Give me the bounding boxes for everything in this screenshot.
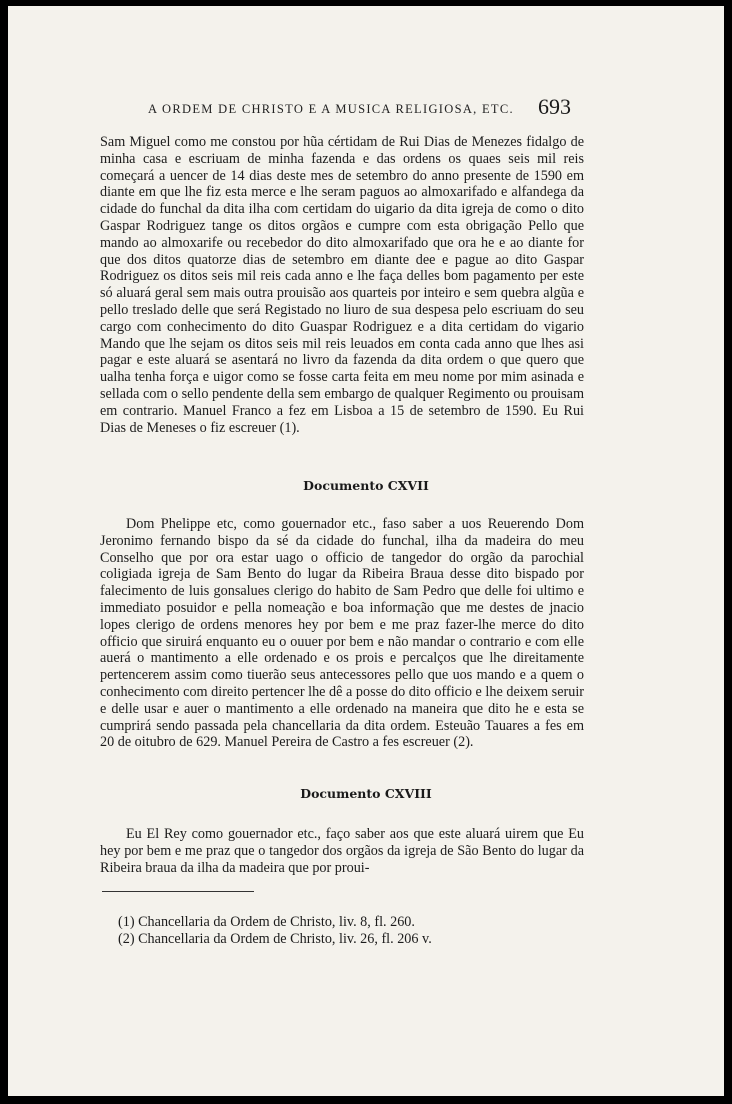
page [8,6,724,1096]
document-heading: Documento CXVIII [300,786,432,801]
footnote: (1) Chancellaria da Ordem de Christo, liv. 8, fl. 260. [118,914,415,930]
footnote-divider [102,891,254,892]
document-heading: Documento CXVII [303,478,429,493]
page-number: 693 [538,94,571,119]
paragraph: Eu El Rey como gouernador etc., faço saber aos que este aluará uirem que Eu hey por bem e me praz que o tangedor dos orgãos da igreja de São Bento do lugar da Ribeira braua da ilha da madeira que por proui- [100,826,584,876]
paragraph: Dom Phelippe etc, como gouernador etc., faso saber a uos Reuerendo Dom Jeronimo fernando bispo da sé da cidade do funchal, ilha da madeira do meu Conselho que por ora estar uago o officio de tangedor do orgão da parochial coligiada igreja de Sam Bento do lugar da Ribeira Braua desse dito bispado por falecimento de luis gonsalues clerigo do habito de Sam Pedro que delle foi ultimo e immediato posuidor e pella nomeação e boa informação que me destes de jnacio lopes clerigo de ordens menores hey por bem e me praz fazer-lhe merce do dito officio que siruirá enquanto eu o ouuer por bem e não mandar o contrario e com elle auerá o mantimento a elle ordenado e os prois e percalços que lhe direitamente pertencerem assim como tiuerão seus antecessores pello que uos mando e a quem o conhecimento com direito pertencer lhe dê a posse do dito officio e lhe deixem seruir e delle usar e auer o mantimento a elle ordenado na maneira que dito he e esta se cumprirá sendo passada pela chancellaria da dita ordem. Esteuão Tauares a fes em 20 de oitubro de 629. Manuel Pereira de Castro a fes escreuer (2). [100,516,584,751]
running-title: A ORDEM DE CHRISTO E A MUSICA RELIGIOSA, ETC. [148,102,514,116]
footnote: (2) Chancellaria da Ordem de Christo, liv. 26, fl. 206 v. [118,931,432,947]
footnotes [118,914,578,948]
paragraph: Sam Miguel como me constou por hũa cértidam de Rui Dias de Menezes fidalgo de minha casa e escriuam de minha fazenda e das ordens os quaes seis mil reis começará a uencer de 14 dias deste mes de setembro do anno presente de 1590 em diante em que lhe fiz esta merce e lhe seram paguos ao almoxarifado e alfandega da cidade do funchal da dita ilha com certidam do uigario da dita igreja de como o dito Gaspar Rodriguez tange os ditos orgãos e cumpre com esta obrigação Pello que mando ao almoxarife ou recebedor do dito almoxarifado que ora he e ao diante for que dos ditos quatorze dias de setembro em diante dee e pague ao dito Gaspar Rodriguez os ditos seis mil reis cada anno e lhe faça delles bom pagamento per este só aluará geral sem mais outra prouisão aos quarteis por inteiro e sem quebra algũa e pello treslado delle que será Registado no liuro de sua despesa pelo escriuam do seu cargo com conhecimento do dito Guaspar Rodriguez e a dita certidam do vigario Mando que lhe sejam os ditos seis mil reis leuados em conta cada anno que lhes asi pagar e este aluará se asentará no livro da fazenda da dita ordem o que quero que ualha tenha força e uigor como se fosse carta feita em meu nome por mim asinada e sellada com o sello pendente della sem embargo de qualquer Regimento ou prouisam em contrario. Manuel Franco a fez em Lisboa a 15 de setembro de 1590. Eu Rui Dias de Meneses o fiz escreuer (1). [100,134,584,436]
page-header [8,94,724,124]
